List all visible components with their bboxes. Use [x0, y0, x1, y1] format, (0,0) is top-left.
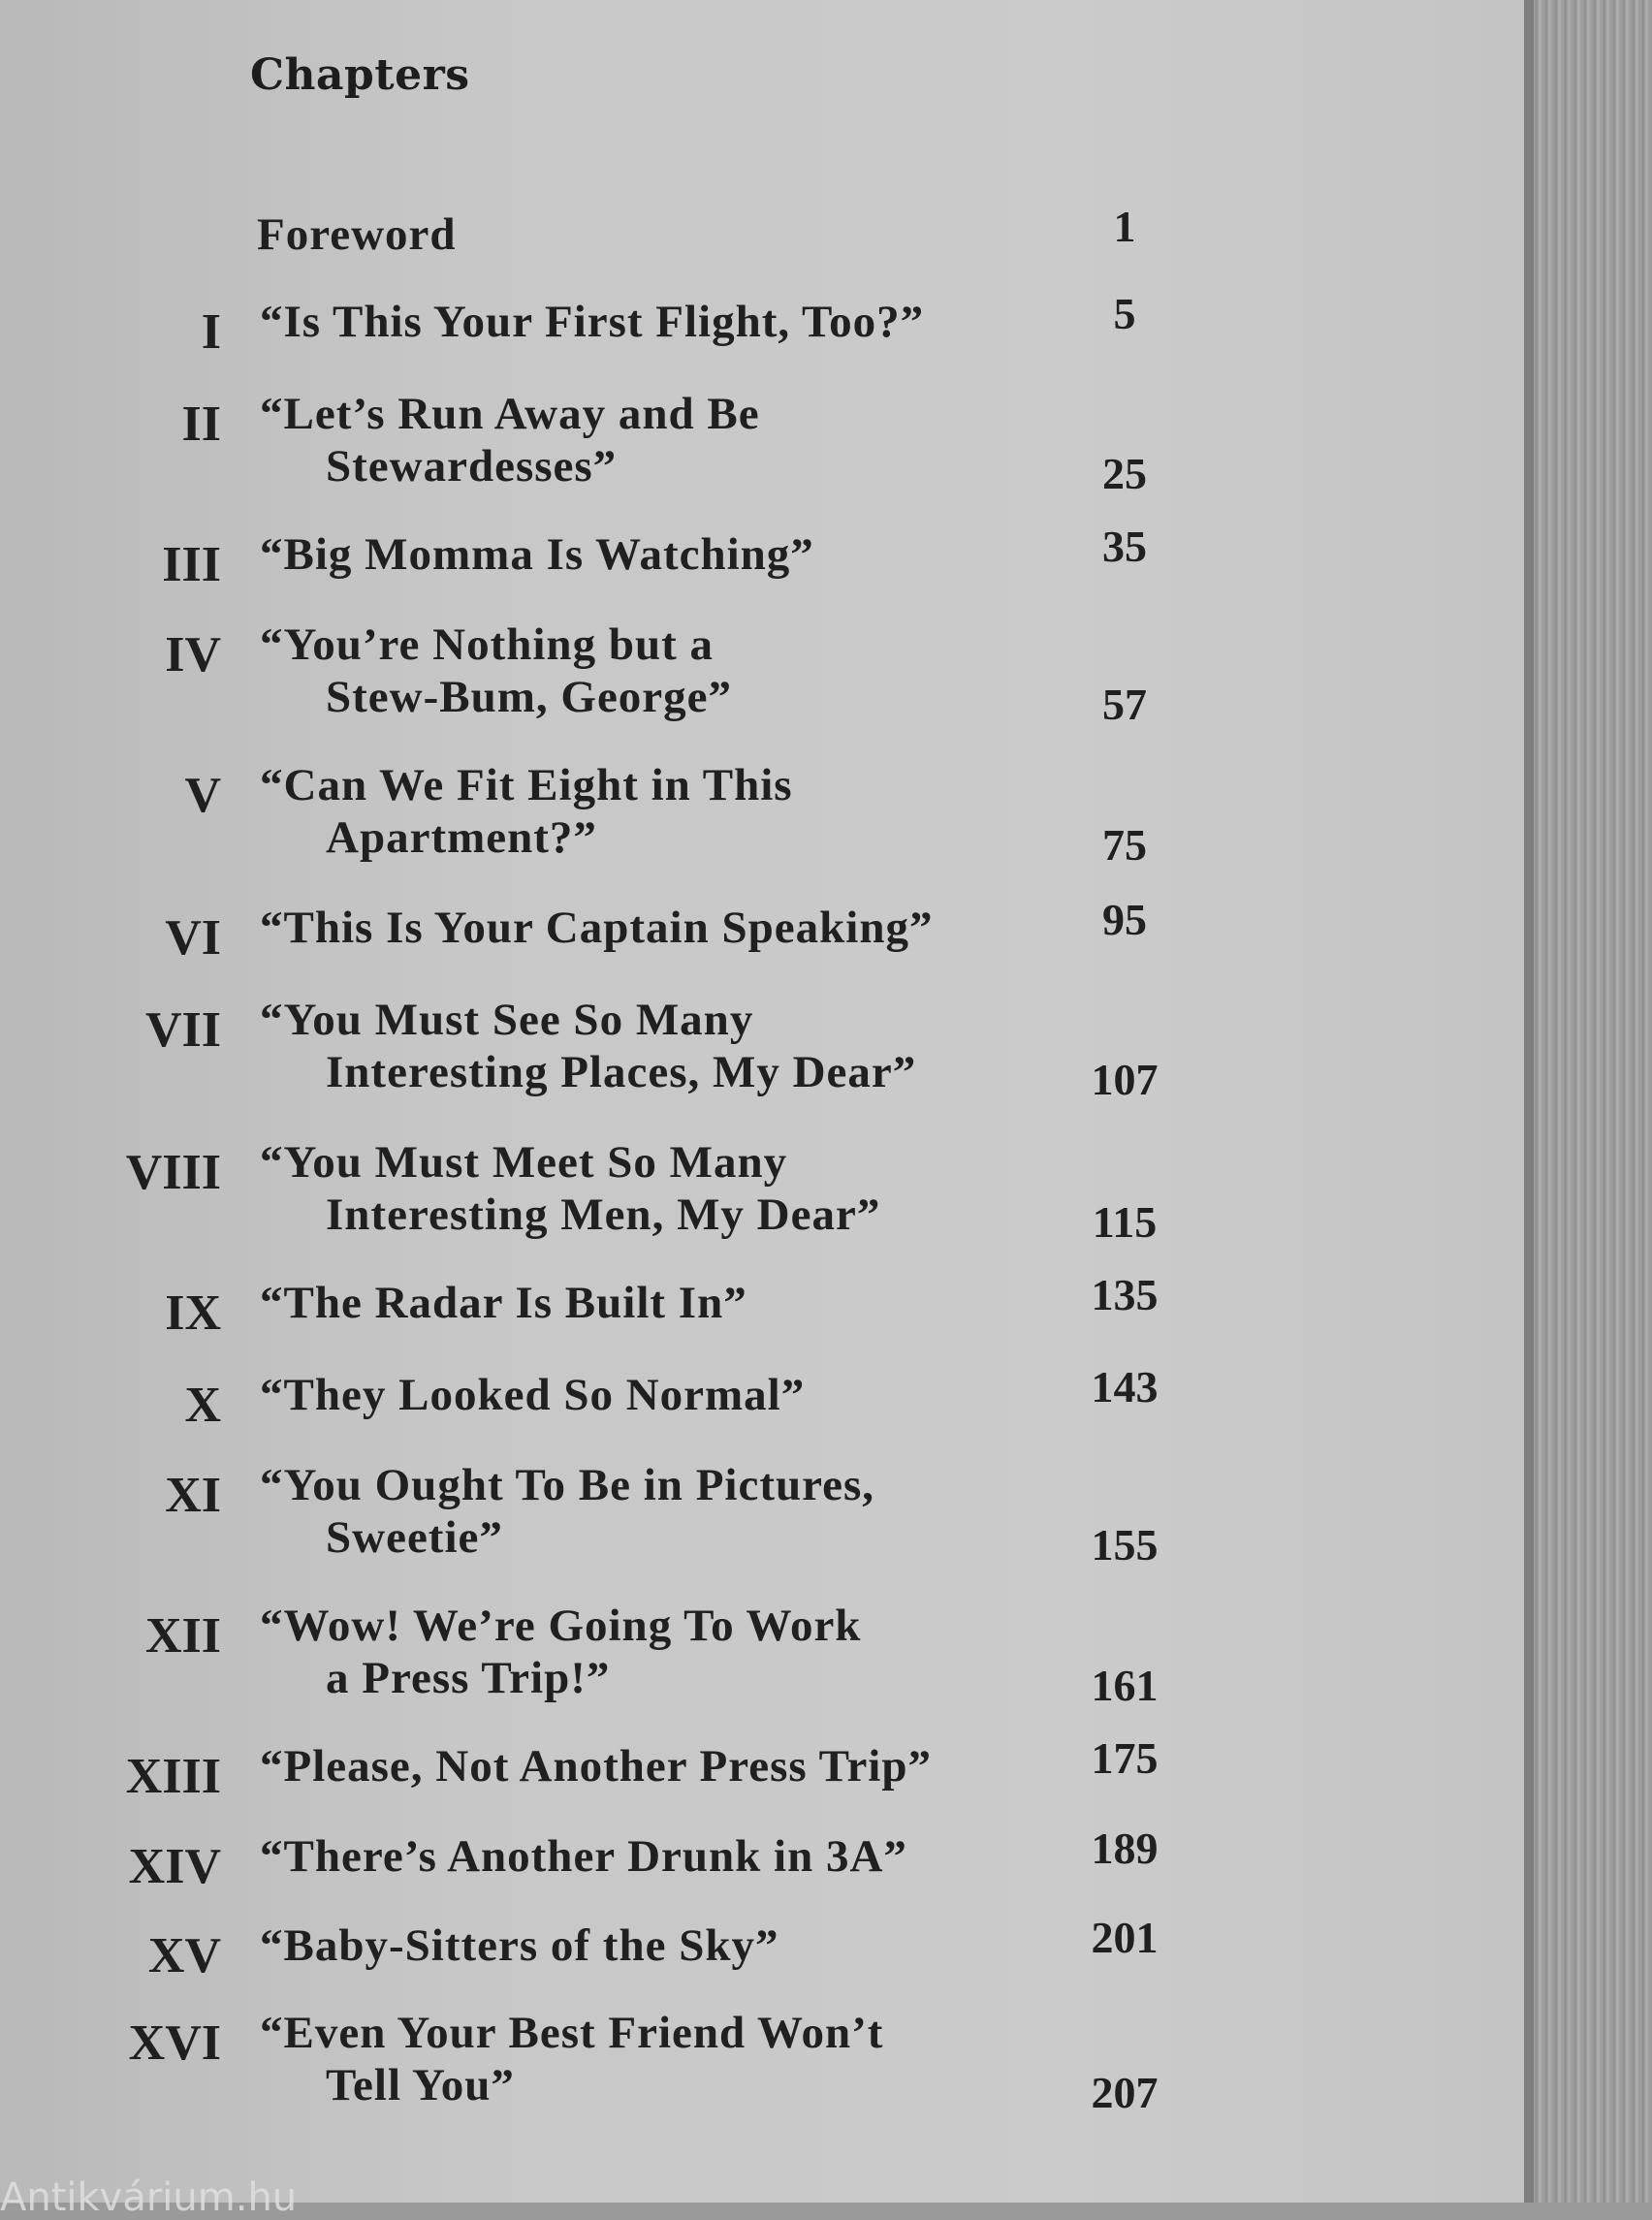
page-number: 75: [1102, 820, 1147, 870]
chapter-number: XIV: [128, 1839, 221, 1894]
chapter-number: XVI: [128, 2015, 221, 2071]
chapter-title: [260, 388, 760, 492]
chapter-title-line1: “This Is Your Captain Speaking”: [260, 903, 934, 953]
chapter-title: [257, 208, 457, 261]
chapter-title-line1: Foreword: [257, 209, 457, 260]
page-number: 161: [1091, 1661, 1159, 1710]
chapter-number: VII: [144, 1002, 221, 1058]
page-edge-shadow: [1524, 0, 1534, 2203]
watermark: Antikvárium.hu: [0, 2175, 298, 2220]
chapter-number: I: [201, 304, 221, 360]
chapter-number: II: [181, 396, 221, 452]
page-number: 207: [1091, 2068, 1159, 2117]
chapter-number: VIII: [125, 1145, 221, 1200]
chapter-title-line2: Stew-Bum, George”: [326, 672, 733, 722]
chapter-title: [260, 296, 924, 348]
chapter-number: XV: [147, 1928, 221, 1983]
chapter-title: [260, 1277, 747, 1329]
page-number: 175: [1091, 1733, 1159, 1783]
chapter-number: VI: [165, 910, 221, 966]
chapter-title-line1: “Let’s Run Away and Be: [260, 389, 760, 439]
chapter-title-line1: “You Ought To Be in Pictures,: [260, 1460, 875, 1510]
chapter-title-line1: “Is This Your First Flight, Too?”: [260, 297, 925, 347]
chapter-title: [260, 1830, 907, 1883]
page-number: 155: [1091, 1520, 1159, 1570]
chapter-number: XIII: [125, 1749, 221, 1804]
chapter-number: V: [184, 768, 221, 823]
chapter-title: [260, 2007, 883, 2111]
chapter-title-line1: “The Radar Is Built In”: [260, 1278, 747, 1328]
chapter-title: [260, 618, 732, 723]
toc-entry: [0, 759, 1524, 904]
chapter-title: [260, 1369, 805, 1421]
chapter-title-line1: “Can We Fit Eight in This: [260, 760, 793, 810]
chapter-title-line1: “You Must See So Many: [260, 995, 754, 1045]
toc-entry: [0, 618, 1524, 764]
chapter-title: [260, 902, 933, 954]
toc-entry: [0, 2007, 1524, 2152]
chapter-title-line1: “Baby-Sitters of the Sky”: [260, 1920, 779, 1971]
chapter-title: [260, 1919, 778, 1972]
page-number: 25: [1102, 449, 1147, 498]
page-number: 35: [1102, 522, 1147, 571]
chapter-title: [260, 1459, 874, 1564]
page-number: 201: [1091, 1913, 1159, 1962]
chapter-title-line2: Tell You”: [326, 2060, 515, 2110]
page-number: 135: [1091, 1270, 1159, 1319]
chapter-title-line2: Stewardesses”: [326, 441, 618, 492]
chapter-number: XI: [165, 1468, 221, 1523]
chapter-number: IX: [165, 1285, 221, 1341]
chapter-title: [260, 528, 814, 581]
chapter-title-line1: “They Looked So Normal”: [260, 1370, 806, 1420]
chapter-title-line1: “You’re Nothing but a: [260, 619, 715, 670]
toc-entry: [0, 1459, 1524, 1604]
chapter-number: XII: [144, 1608, 221, 1664]
chapter-title-line1: “Even Your Best Friend Won’t: [260, 2008, 884, 2058]
chapter-title-line2: Interesting Places, My Dear”: [326, 1047, 917, 1097]
page-number: 5: [1113, 289, 1136, 338]
toc-entry: [0, 994, 1524, 1139]
chapter-title: [260, 1600, 861, 1704]
page-number: 95: [1102, 895, 1147, 944]
chapter-title-line1: “Wow! We’re Going To Work: [260, 1601, 862, 1651]
chapter-title-line1: “Please, Not Another Press Trip”: [260, 1741, 933, 1792]
chapter-title-line1: “There’s Another Drunk in 3A”: [260, 1831, 907, 1882]
chapter-title-line2: Apartment?”: [326, 812, 597, 863]
toc-entry: [0, 1136, 1524, 1282]
toc-entry: [0, 1600, 1524, 1745]
page-edge: [1524, 0, 1652, 2203]
chapter-title-line2: Sweetie”: [326, 1512, 503, 1563]
chapter-title: [260, 759, 793, 864]
chapter-title-line1: “Big Momma Is Watching”: [260, 529, 814, 580]
page-title: Chapters: [250, 50, 470, 100]
page-number: 143: [1091, 1362, 1159, 1411]
page-number: 107: [1091, 1055, 1159, 1104]
chapter-number: X: [184, 1378, 221, 1433]
chapter-title-line2: a Press Trip!”: [326, 1653, 611, 1703]
chapter-title: [260, 1740, 932, 1792]
chapter-title-line2: Interesting Men, My Dear”: [326, 1189, 881, 1240]
chapter-title: [260, 1136, 880, 1241]
page-number: 115: [1092, 1197, 1158, 1247]
chapter-number: III: [162, 537, 221, 592]
page-number: 57: [1102, 680, 1147, 729]
page-number: 1: [1113, 202, 1136, 251]
chapter-title-line1: “You Must Meet So Many: [260, 1137, 788, 1188]
toc-entry: [0, 388, 1524, 533]
chapter-title: [260, 994, 916, 1098]
page-number: 189: [1091, 1824, 1159, 1873]
chapter-number: IV: [165, 627, 221, 682]
